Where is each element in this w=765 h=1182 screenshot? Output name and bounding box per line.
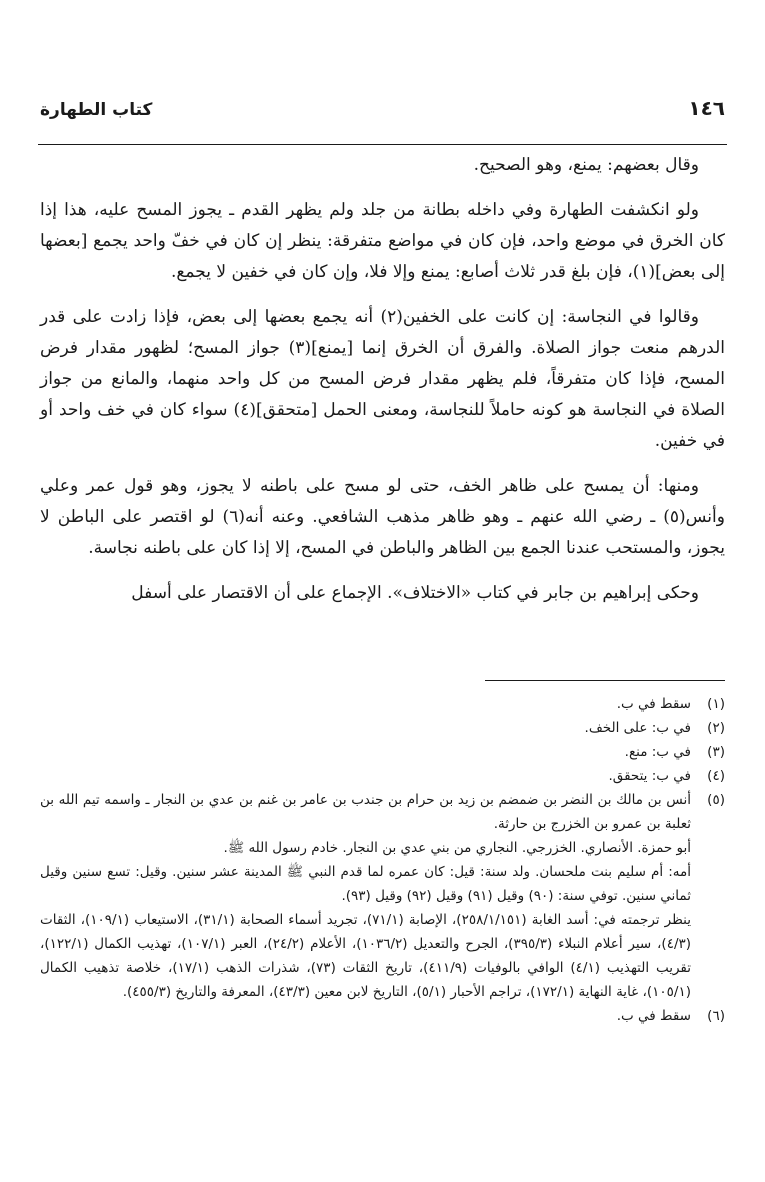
footnote-line: ينظر ترجمته في: أسد الغابة (٢٥٨/١/١٥١)، الإصابة (٧١/١)، تجريد أسماء الصحابة (٣١/١)، الاستيعاب (١٠٩/١)، الثقات (٤/٣)، سير أعلام النبلاء (٣٩٥/٣)، الجرح والتعديل (١٠٣٦/٢)، الأعلام (٢٤/٢)، العبر (١٠٧/١)، تهذيب الكمال (١٢٢/١)، تقريب التهذيب (٤/١) الوافي بالوفيات (٤١١/٩)، تاريخ الثقات (٧٣)، شذرات الذهب (١٧/١)، خلاصة تذهيب الكمال (١٠٥/١)، غاية النهاية (١٧٢/١)، تراجم الأحبار (٥/١)، التاريخ لابن معين (٤٣/٣)، المعرفة والتاريخ (٤٥٥/٣). bbox=[40, 912, 692, 1000]
footnote-divider bbox=[485, 680, 725, 681]
footnote-text bbox=[40, 1004, 691, 1028]
footnote-line: أبو حمزة. الأنصاري. الخزرجي. النجاري من بني عدي بن النجار. خادم رسول الله ﷺ. bbox=[223, 840, 691, 856]
footnote-number: (٤) bbox=[707, 768, 725, 784]
footnote-number: (٣) bbox=[707, 744, 725, 760]
footnote bbox=[40, 788, 725, 1004]
footnote bbox=[40, 716, 725, 740]
paragraph: وقال بعضهم: يمنع، وهو الصحيح. bbox=[473, 155, 699, 175]
footnote-text bbox=[40, 788, 691, 1004]
footnote-number: (١) bbox=[707, 696, 725, 712]
footnote-text bbox=[40, 764, 691, 788]
footnote-line: في ب: منع. bbox=[624, 744, 691, 760]
footnote bbox=[40, 692, 725, 716]
footnote-text bbox=[40, 716, 691, 740]
footnote-line: سقط في ب. bbox=[616, 696, 691, 712]
paragraph: وحكى إبراهيم بن جابر في كتاب «الاختلاف». الإجماع على أن الاقتصار على أسفل bbox=[131, 583, 699, 603]
footnote-line: في ب: على الخف. bbox=[584, 720, 691, 736]
page-number: ١٤٦ bbox=[688, 96, 725, 120]
footnote bbox=[40, 740, 725, 764]
footnote-line: سقط في ب. bbox=[616, 1008, 691, 1024]
book-title: كتاب الطهارة bbox=[40, 100, 153, 120]
footnote-number: (٢) bbox=[707, 720, 725, 736]
footnote-line: أمه: أم سليم بنت ملحسان. ولد سنة: قيل: كان عمره لما قدم النبي ﷺ المدينة عشر سنين. وقيل: تسع سنين وقيل ثماني سنين. توفي سنة: (٩٠) وقيل (٩١) وقيل (٩٢) وقيل (٩٣). bbox=[40, 864, 691, 904]
footnote bbox=[40, 764, 725, 788]
paragraph: ومنها: أن يمسح على ظاهر الخف، حتى لو مسح على باطنه لا يجوز، وهو قول عمر وعلي وأنس(٥) ـ رضي الله عنهم ـ وهو ظاهر مذهب الشافعي. وعنه أنه(٦) لو اقتصر على الباطن لا يجوز، والمستحب عندنا الجمع بين الظاهر والباطن في المسح، إلا إذا كان على باطنه نجاسة. bbox=[40, 476, 725, 558]
footnote-text bbox=[40, 740, 691, 764]
footnote bbox=[40, 1004, 725, 1028]
paragraph: ولو انكشفت الطهارة وفي داخله بطانة من جلد ولم يظهر القدم ـ يجوز المسح عليه، هذا إذا كان الخرق في موضع واحد، فإن كان في مواضع متفرقة: ينظر إن كان في خفّ واحد يجمع [بعضها إلى بعض](١)، فإن بلغ قدر ثلاث أصابع: يمنع وإلا فلا، وإن كان في خفين لا يجمع. bbox=[40, 200, 725, 282]
footnote-line: أنس بن مالك بن النضر بن ضمضم بن زيد بن حرام بن جندب بن عامر بن غنم بن عدي بن النجار ـ واسمه تيم الله بن ثعلبة بن عمرو بن الخزرج بن حارثة. bbox=[40, 792, 691, 832]
footnote-number: (٥) bbox=[707, 792, 725, 808]
paragraph: وقالوا في النجاسة: إن كانت على الخفين(٢) أنه يجمع بعضها إلى بعض، فإذا زادت على قدر الدرهم منعت جواز الصلاة. والفرق أن الخرق إنما [يمنع](٣) جواز المسح؛ لظهور مقدار فرض المسح، فإذا كان متفرقاً، فلم يظهر مقدار فرض المسح من كل واحد منهما، والمانع من جواز الصلاة في النجاسة هو كونه حاملاً للنجاسة، ومعنى الحمل [متحقق](٤) سواء كان في خف واحد أو في خفين. bbox=[40, 307, 725, 451]
footnote-number: (٦) bbox=[707, 1008, 725, 1024]
page-header bbox=[40, 96, 725, 136]
footnote-line: في ب: يتحقق. bbox=[608, 768, 691, 784]
main-text bbox=[40, 150, 725, 623]
header-divider bbox=[38, 144, 727, 145]
footnote-text bbox=[40, 692, 691, 716]
footnotes bbox=[40, 692, 725, 1028]
